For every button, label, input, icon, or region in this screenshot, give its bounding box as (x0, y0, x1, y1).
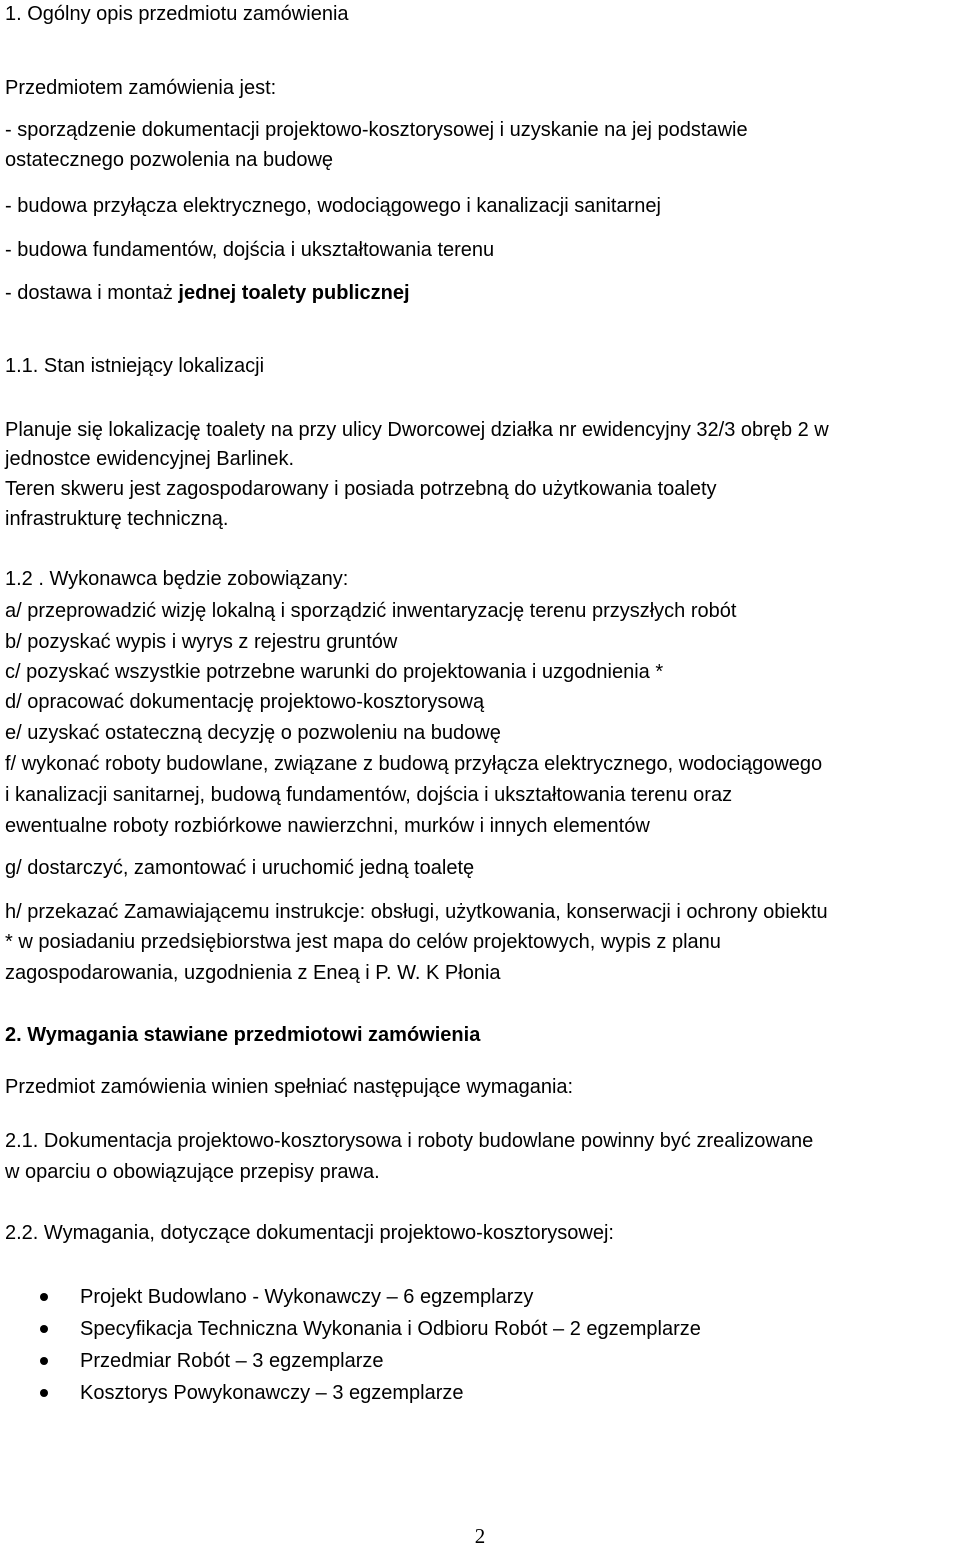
item-prefix: - dostawa i montaż (5, 282, 179, 304)
section-1-2-line: zagospodarowania, uzgodnienia z Eneą i P. W. K Płonia (5, 962, 501, 984)
list-item: Kosztorys Powykonawczy – 3 egzemplarze (80, 1382, 464, 1404)
section-1-item: - budowa fundamentów, dojścia i ukształtowania terenu (5, 239, 495, 261)
section-1-2-line: d/ opracować dokumentację projektowo-kosztorysową (5, 691, 485, 713)
section-1-2-line: g/ dostarczyć, zamontować i uruchomić jedną toaletę (5, 857, 475, 879)
section-1-2-line: h/ przekazać Zamawiającemu instrukcje: obsługi, użytkowania, konserwacji i ochrony obiektu (5, 901, 828, 923)
section-1-item-last (5, 281, 410, 305)
section-1-2-line: f/ wykonać roboty budowlane, związane z budową przyłącza elektrycznego, wodociągowego (5, 753, 823, 775)
section-1-2-line: c/ pozyskać wszystkie potrzebne warunki do projektowania i uzgodnienia * (5, 661, 664, 683)
section-1-item: ostatecznego pozwolenia na budowę (5, 149, 334, 171)
section-2-heading: 2. Wymagania stawiane przedmiotowi zamówienia (5, 1024, 481, 1046)
section-2-2-heading: 2.2. Wymagania, dotyczące dokumentacji projektowo-kosztorysowej: (5, 1222, 614, 1244)
section-1-1-heading: 1.1. Stan istniejący lokalizacji (5, 355, 265, 377)
section-1-2-line: b/ pozyskać wypis i wyrys z rejestru gruntów (5, 631, 398, 653)
section-1-item: - sporządzenie dokumentacji projektowo-kosztorysowej i uzyskanie na jej podstawie (5, 119, 748, 141)
section-1-1-line: infrastrukturę techniczną. (5, 508, 229, 530)
section-1-heading: 1. Ogólny opis przedmiotu zamówienia (5, 3, 349, 25)
section-2-1-line: 2.1. Dokumentacja projektowo-kosztorysowa i roboty budowlane powinny być zrealizowane (5, 1130, 814, 1152)
section-1-2-heading: 1.2 . Wykonawca będzie zobowiązany: (5, 568, 349, 590)
bullet-icon (40, 1325, 48, 1333)
section-1-2-line: * w posiadaniu przedsiębiorstwa jest mapa do celów projektowych, wypis z planu (5, 931, 721, 953)
bullet-icon (40, 1389, 48, 1397)
list-item: Projekt Budowlano - Wykonawczy – 6 egzemplarzy (80, 1286, 534, 1308)
section-1-2-line: a/ przeprowadzić wizję lokalną i sporządzić inwentaryzację terenu przyszłych robót (5, 600, 737, 622)
bullet-icon (40, 1357, 48, 1365)
bullet-icon (40, 1293, 48, 1301)
list-item: Przedmiar Robót – 3 egzemplarze (80, 1350, 384, 1372)
page-number: 2 (474, 1524, 486, 1548)
section-1-2-line: ewentualne roboty rozbiórkowe nawierzchni, murków i innych elementów (5, 815, 650, 837)
section-1-1-line: jednostce ewidencyjnej Barlinek. (5, 448, 295, 470)
section-1-1-line: Teren skweru jest zagospodarowany i posiada potrzebną do użytkowania toalety (5, 478, 717, 500)
item-bold-text: jednej toalety publicznej (178, 282, 410, 304)
section-2-1-line: w oparciu o obowiązujące przepisy prawa. (5, 1161, 380, 1183)
section-1-1-line: Planuje się lokalizację toalety na przy ulicy Dworcowej działka nr ewidencyjny 32/3 obręb 2 w (5, 419, 829, 441)
section-1-item: - budowa przyłącza elektrycznego, wodociągowego i kanalizacji sanitarnej (5, 195, 661, 217)
section-2-intro: Przedmiot zamówienia winien spełniać następujące wymagania: (5, 1076, 574, 1098)
list-item: Specyfikacja Techniczna Wykonania i Odbioru Robót – 2 egzemplarze (80, 1318, 701, 1340)
section-1-2-line: e/ uzyskać ostateczną decyzję o pozwoleniu na budowę (5, 722, 501, 744)
section-1-2-line: i kanalizacji sanitarnej, budową fundamentów, dojścia i ukształtowania terenu oraz (5, 784, 733, 806)
section-1-intro: Przedmiotem zamówienia jest: (5, 77, 277, 99)
